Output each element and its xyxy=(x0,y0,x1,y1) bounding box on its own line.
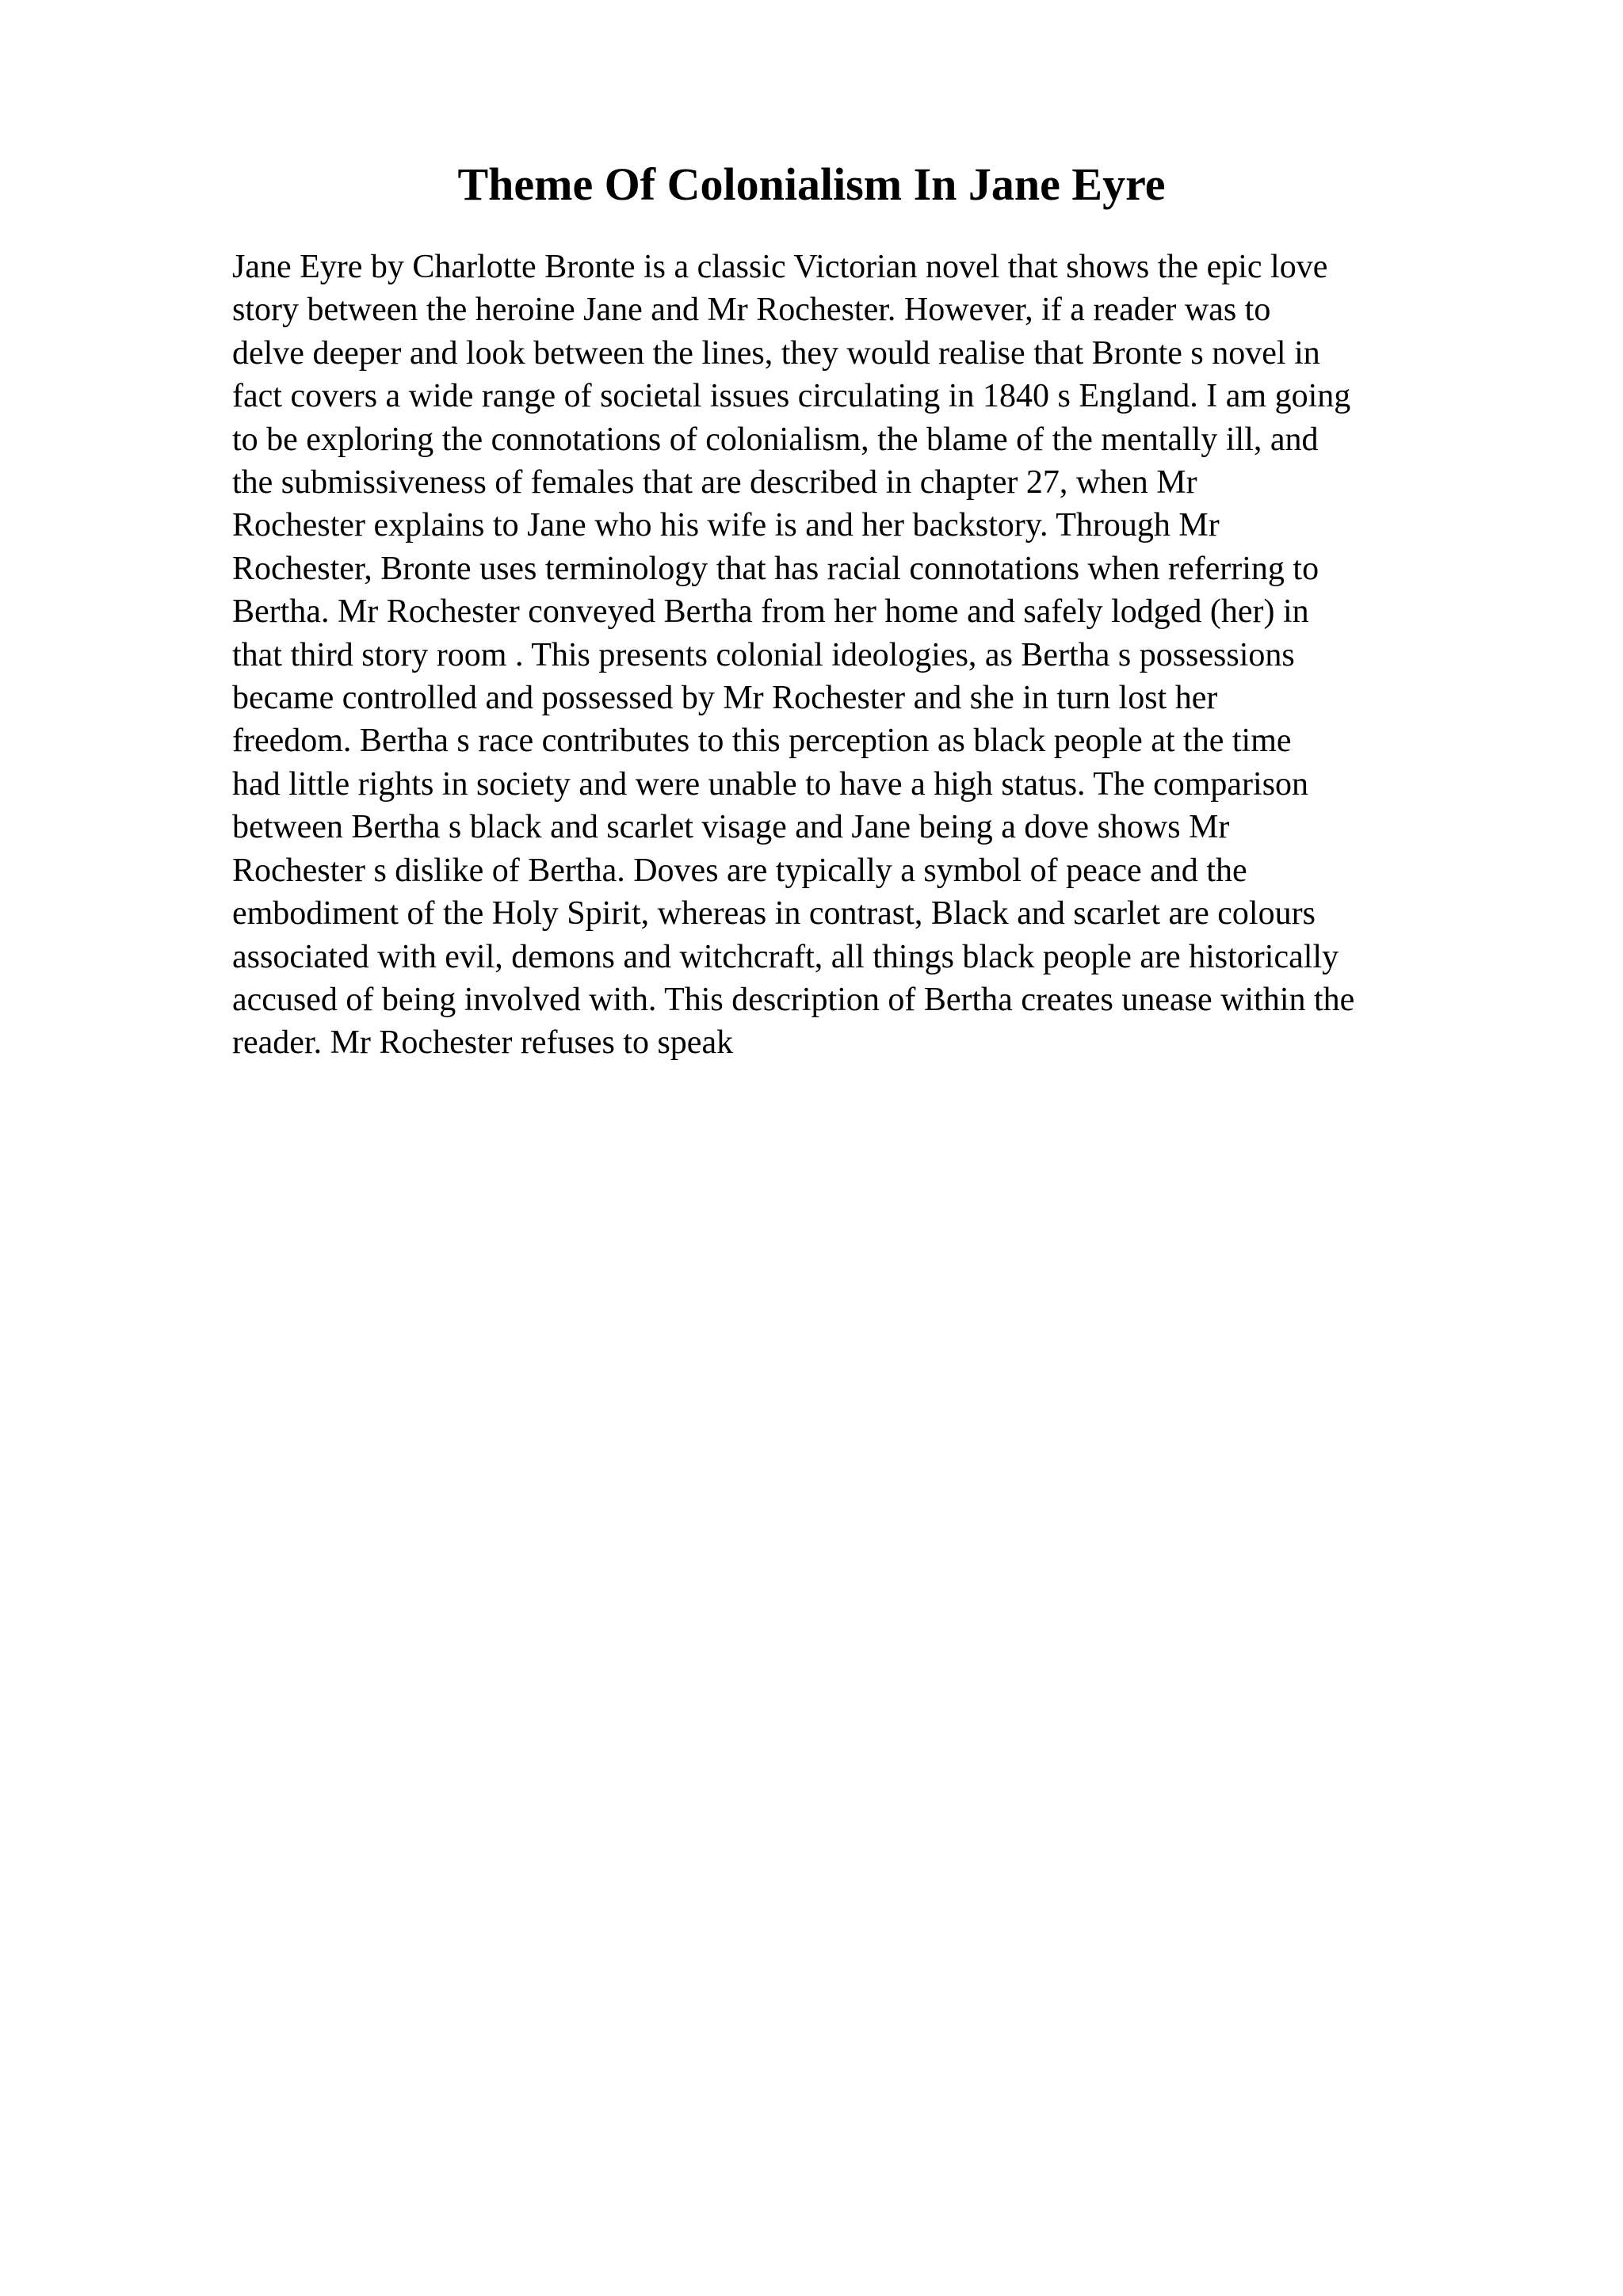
body-line: to be exploring the connotations of colonialism, the blame of the mentally ill, and xyxy=(232,421,1319,458)
body-line: the submissiveness of females that are described in chapter 27, when Mr xyxy=(232,464,1197,502)
body-line: had little rights in society and were unable to have a high status. The comparison xyxy=(232,765,1309,803)
body-line: reader. Mr Rochester refuses to speak xyxy=(232,1024,734,1062)
body-line: Jane Eyre by Charlotte Bronte is a classic Victorian novel that shows the epic love xyxy=(232,249,1328,285)
body-line: fact covers a wide range of societal issues circulating in 1840 s England. I am going xyxy=(232,378,1351,415)
body-line: embodiment of the Holy Spirit, whereas in contrast, Black and scarlet are colours xyxy=(232,895,1316,933)
body-line: story between the heroine Jane and Mr Rochester. However, if a reader was to xyxy=(232,292,1271,329)
body-line: Rochester explains to Jane who his wife is and her backstory. Through Mr xyxy=(232,507,1220,544)
document-title: Theme Of Colonialism In Jane Eyre xyxy=(457,158,1166,210)
body-line: associated with evil, demons and witchcraft, all things black people are historically xyxy=(232,938,1339,975)
body-line: that third story room . This presents colonial ideologies, as Bertha s possessions xyxy=(232,636,1295,673)
body-line: freedom. Bertha s race contributes to this perception as black people at the time xyxy=(232,723,1292,760)
body-line: delve deeper and look between the lines, they would realise that Bronte s novel in xyxy=(232,334,1320,372)
body-line: between Bertha s black and scarlet visage and Jane being a dove shows Mr xyxy=(232,809,1230,846)
body-line: accused of being involved with. This description of Bertha creates unease within the xyxy=(232,981,1355,1018)
body-line: Rochester s dislike of Bertha. Doves are typically a symbol of peace and the xyxy=(232,852,1247,889)
body-line: Rochester, Bronte uses terminology that has racial connotations when referring to xyxy=(232,550,1319,587)
document-body xyxy=(232,246,1500,1065)
body-line: became controlled and possessed by Mr Rochester and she in turn lost her xyxy=(232,680,1218,717)
body-line: Bertha. Mr Rochester conveyed Bertha from her home and safely lodged (her) in xyxy=(232,593,1309,631)
